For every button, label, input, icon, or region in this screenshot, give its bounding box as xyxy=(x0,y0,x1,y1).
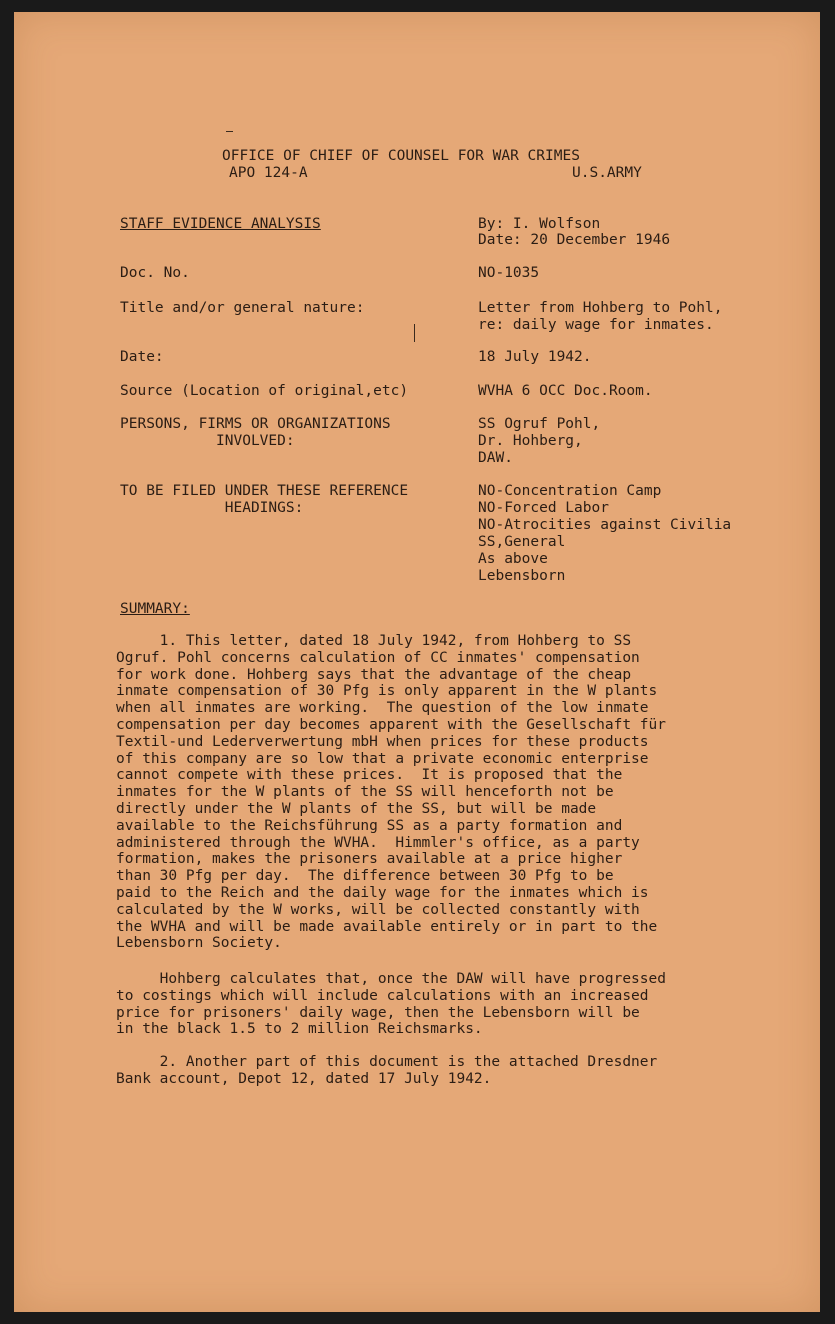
summary-paragraph-3: 2. Another part of this document is the attached Dresdner Bank account, Depot 12, dated 17 July 1942. xyxy=(116,1054,658,1087)
army-label: U.S.ARMY xyxy=(572,165,642,181)
persons-label: PERSONS, FIRMS OR ORGANIZATIONS INVOLVED: xyxy=(120,416,391,449)
source-label: Source (Location of original,etc) xyxy=(120,383,409,399)
doc-no-value: NO-1035 xyxy=(478,265,540,281)
title-value: Letter from Hohberg to Pohl, re: daily wage for inmates. xyxy=(478,300,723,333)
stray-mark xyxy=(226,131,233,132)
apo-number: APO 124-A xyxy=(229,165,308,181)
office-title: OFFICE OF CHIEF OF COUNSEL FOR WAR CRIMES xyxy=(222,148,580,164)
headings-label: TO BE FILED UNDER THESE REFERENCE HEADINGS: xyxy=(120,483,409,516)
stray-mark xyxy=(414,324,415,342)
date-label: Date: xyxy=(120,349,164,365)
source-value: WVHA 6 OCC Doc.Room. xyxy=(478,383,653,399)
headings-value: NO-Concentration Camp NO-Forced Labor NO-Atrocities against Civilia SS,General As above Lebensborn xyxy=(478,483,732,584)
date-value: 18 July 1942. xyxy=(478,349,592,365)
analysis-heading: STAFF EVIDENCE ANALYSIS xyxy=(120,216,321,232)
title-label: Title and/or general nature: xyxy=(120,300,365,316)
summary-paragraph-1: 1. This letter, dated 18 July 1942, from Hohberg to SS Ogruf. Pohl concerns calculation of CC inmates' compensation for work done. Hohberg says that the advantage of the cheap inmate compensation of 30 Pfg is only apparent in the W plants when all inmates are working. The question of the low inmate compensation per day becomes apparent with the Gesellschaft für Textil-und Lederverwertung mbH when prices for these products of this company are so low that a private economic enterprise cannot compete with these prices. It is proposed that the inmates for the W plants of the SS will henceforth not be directly under the W plants of the SS, but will be made available to the Reichsführung SS as a party formation and administered through the WVHA. Himmler's office, as a party formation, makes the prisoners available at a price higher than 30 Pfg per day. The difference between 30 Pfg to be paid to the Reich and the daily wage for the inmates which is calculated by the W works, will be collected constantly with the WVHA and will be made available entirely or in part to the Lebensborn Society. xyxy=(116,633,666,952)
analysis-date: Date: 20 December 1946 xyxy=(478,232,671,248)
doc-no-label: Doc. No. xyxy=(120,265,190,281)
analysis-by: By: I. Wolfson xyxy=(478,216,601,232)
persons-value: SS Ogruf Pohl, Dr. Hohberg, DAW. xyxy=(478,416,601,466)
summary-heading: SUMMARY: xyxy=(120,601,190,617)
summary-paragraph-2: Hohberg calculates that, once the DAW will have progressed to costings which will include calculations with an increased price for prisoners' daily wage, then the Lebensborn will be in the black 1.5 to 2 million Reichsmarks. xyxy=(116,971,666,1038)
